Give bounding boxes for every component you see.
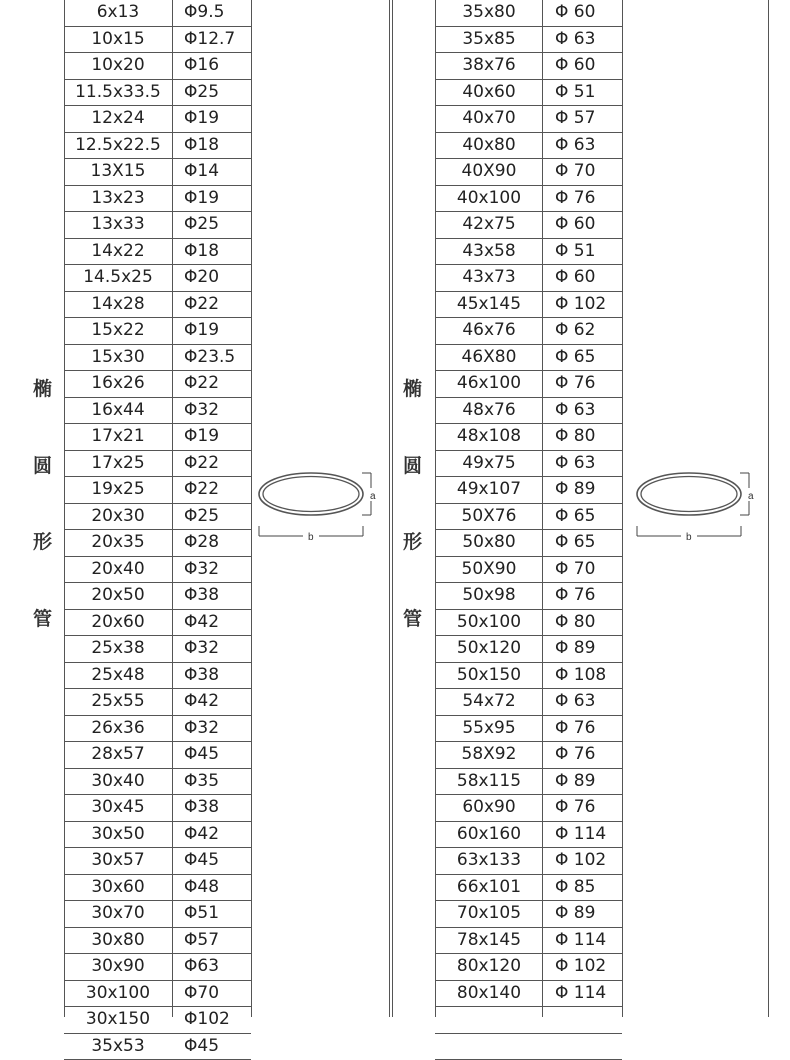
table-row	[435, 848, 622, 875]
table-row	[64, 424, 251, 451]
category-char: 管	[403, 610, 422, 629]
table-row	[435, 186, 622, 213]
table-row	[435, 795, 622, 822]
size-cell: 20x60	[64, 610, 172, 636]
size-cell: 50x150	[435, 663, 543, 689]
diameter-cell: Φ 80	[543, 610, 622, 636]
table-row	[64, 1007, 251, 1034]
table-row	[435, 292, 622, 319]
size-cell: 20x30	[64, 504, 172, 530]
table-row	[435, 265, 622, 292]
size-cell: 50x120	[435, 636, 543, 662]
size-cell: 26x36	[64, 716, 172, 742]
diameter-cell: Φ38	[172, 583, 251, 609]
oval-inner	[641, 477, 737, 512]
diameter-cell: Φ35	[172, 769, 251, 795]
table-row	[64, 610, 251, 637]
table-row	[64, 345, 251, 372]
diameter-cell: Φ 76	[543, 795, 622, 821]
diameter-cell: Φ 60	[543, 0, 622, 26]
size-cell: 78x145	[435, 928, 543, 954]
diameter-cell: Φ28	[172, 530, 251, 556]
table-row	[64, 0, 251, 27]
table-row	[435, 928, 622, 955]
table-row	[64, 530, 251, 557]
size-cell: 25x55	[64, 689, 172, 715]
oval-inner	[263, 477, 359, 512]
diameter-cell: Φ 60	[543, 212, 622, 238]
table-row	[64, 477, 251, 504]
table-row	[64, 159, 251, 186]
diameter-cell: Φ 76	[543, 742, 622, 768]
table-row	[64, 1034, 251, 1060]
table-row	[435, 583, 622, 610]
table-row	[64, 583, 251, 610]
size-cell: 30x57	[64, 848, 172, 874]
diameter-cell: Φ 70	[543, 159, 622, 185]
diameter-cell: Φ 89	[543, 636, 622, 662]
diameter-cell: Φ25	[172, 504, 251, 530]
table-row	[64, 742, 251, 769]
diameter-cell: Φ 63	[543, 451, 622, 477]
table-row	[435, 318, 622, 345]
size-cell: 16x26	[64, 371, 172, 397]
table-row	[64, 557, 251, 584]
category-char: 形	[33, 533, 52, 552]
table-row	[64, 371, 251, 398]
right-size-table	[435, 0, 622, 1060]
table-row	[435, 875, 622, 902]
left-right-line	[251, 0, 252, 1017]
diameter-cell: Φ19	[172, 106, 251, 132]
size-cell: 35x53	[64, 1034, 172, 1060]
size-cell: 10x15	[64, 27, 172, 53]
table-row	[64, 53, 251, 80]
diameter-cell: Φ38	[172, 663, 251, 689]
table-row	[64, 928, 251, 955]
size-cell	[435, 1034, 543, 1060]
size-cell: 58x115	[435, 769, 543, 795]
diameter-cell: Φ19	[172, 318, 251, 344]
table-row	[435, 769, 622, 796]
table-row	[64, 901, 251, 928]
table-row	[435, 504, 622, 531]
diameter-cell: Φ25	[172, 212, 251, 238]
size-cell: 58X92	[435, 742, 543, 768]
left-panel-edge	[389, 0, 390, 1017]
table-row	[435, 557, 622, 584]
size-cell: 30x60	[64, 875, 172, 901]
diameter-cell: Φ20	[172, 265, 251, 291]
table-row	[64, 239, 251, 266]
size-cell: 30x150	[64, 1007, 172, 1033]
diameter-cell: Φ12.7	[172, 27, 251, 53]
table-row	[435, 80, 622, 107]
table-row	[64, 451, 251, 478]
table-row	[435, 742, 622, 769]
table-row	[435, 716, 622, 743]
table-row	[64, 318, 251, 345]
dim-a-label: a	[370, 491, 376, 502]
table-row	[435, 1034, 622, 1060]
category-char: 形	[403, 533, 422, 552]
size-cell: 25x48	[64, 663, 172, 689]
table-row	[435, 212, 622, 239]
size-cell: 66x101	[435, 875, 543, 901]
size-cell: 10x20	[64, 53, 172, 79]
size-cell: 48x76	[435, 398, 543, 424]
right-panel-edge	[392, 0, 393, 1017]
table-row	[435, 477, 622, 504]
diameter-cell: Φ 63	[543, 398, 622, 424]
diameter-cell: Φ 51	[543, 239, 622, 265]
left-size-table	[64, 0, 251, 1060]
size-cell: 35x85	[435, 27, 543, 53]
size-cell: 20x50	[64, 583, 172, 609]
right-category-label	[403, 380, 425, 630]
size-cell: 12.5x22.5	[64, 133, 172, 159]
diameter-cell: Φ 60	[543, 53, 622, 79]
size-cell	[435, 1007, 543, 1033]
table-row	[435, 0, 622, 27]
table-row	[64, 133, 251, 160]
dim-b-label: b	[686, 532, 692, 543]
size-cell: 30x45	[64, 795, 172, 821]
size-cell: 49x75	[435, 451, 543, 477]
diameter-cell: Φ 85	[543, 875, 622, 901]
size-cell: 80x120	[435, 954, 543, 980]
size-cell: 19x25	[64, 477, 172, 503]
diameter-cell: Φ 102	[543, 954, 622, 980]
diameter-cell: Φ45	[172, 1034, 251, 1060]
left-category-label	[33, 380, 55, 630]
diameter-cell: Φ102	[172, 1007, 251, 1033]
size-cell: 35x80	[435, 0, 543, 26]
size-cell: 40x100	[435, 186, 543, 212]
table-row	[64, 663, 251, 690]
diameter-cell: Φ70	[172, 981, 251, 1007]
diameter-cell: Φ 102	[543, 292, 622, 318]
table-row	[435, 371, 622, 398]
diameter-cell: Φ 57	[543, 106, 622, 132]
table-row	[64, 636, 251, 663]
table-row	[64, 186, 251, 213]
size-cell: 30x80	[64, 928, 172, 954]
diameter-cell: Φ 89	[543, 477, 622, 503]
table-row	[435, 663, 622, 690]
diameter-cell	[543, 1007, 622, 1033]
size-cell: 30x40	[64, 769, 172, 795]
dim-a-label: a	[748, 491, 754, 502]
size-cell: 43x58	[435, 239, 543, 265]
table-row	[64, 504, 251, 531]
diameter-cell: Φ 63	[543, 689, 622, 715]
size-cell: 30x50	[64, 822, 172, 848]
table-row	[435, 901, 622, 928]
oval-outer	[637, 473, 741, 515]
size-cell: 13X15	[64, 159, 172, 185]
table-row	[64, 716, 251, 743]
oval-outer	[259, 473, 363, 515]
size-cell: 30x70	[64, 901, 172, 927]
table-row	[435, 424, 622, 451]
size-cell: 40x60	[435, 80, 543, 106]
diameter-cell: Φ32	[172, 398, 251, 424]
size-cell: 46X80	[435, 345, 543, 371]
diameter-cell: Φ 65	[543, 530, 622, 556]
size-cell: 55x95	[435, 716, 543, 742]
size-cell: 14x22	[64, 239, 172, 265]
diameter-cell: Φ22	[172, 292, 251, 318]
diameter-cell: Φ18	[172, 133, 251, 159]
right-right-line	[622, 0, 623, 1017]
diameter-cell: Φ48	[172, 875, 251, 901]
size-cell: 16x44	[64, 398, 172, 424]
table-row	[435, 954, 622, 981]
size-cell: 13x33	[64, 212, 172, 238]
diameter-cell: Φ22	[172, 477, 251, 503]
diameter-cell: Φ 63	[543, 27, 622, 53]
size-cell: 17x21	[64, 424, 172, 450]
diameter-cell: Φ 65	[543, 345, 622, 371]
diameter-cell: Φ 76	[543, 583, 622, 609]
size-cell: 60x160	[435, 822, 543, 848]
diameter-cell: Φ22	[172, 451, 251, 477]
diameter-cell: Φ 108	[543, 663, 622, 689]
size-cell: 50x100	[435, 610, 543, 636]
table-row	[435, 345, 622, 372]
table-row	[435, 530, 622, 557]
size-cell: 12x24	[64, 106, 172, 132]
size-cell: 40x80	[435, 133, 543, 159]
size-cell: 54x72	[435, 689, 543, 715]
size-cell: 15x30	[64, 345, 172, 371]
size-cell: 40X90	[435, 159, 543, 185]
size-cell: 50X90	[435, 557, 543, 583]
diameter-cell: Φ 51	[543, 80, 622, 106]
diameter-cell: Φ45	[172, 848, 251, 874]
table-row	[435, 636, 622, 663]
size-cell: 63x133	[435, 848, 543, 874]
size-cell: 50X76	[435, 504, 543, 530]
size-cell: 14.5x25	[64, 265, 172, 291]
size-cell: 60x90	[435, 795, 543, 821]
table-row	[435, 159, 622, 186]
diameter-cell: Φ 76	[543, 716, 622, 742]
diameter-cell: Φ 65	[543, 504, 622, 530]
diameter-cell: Φ32	[172, 716, 251, 742]
size-cell: 46x76	[435, 318, 543, 344]
table-row	[64, 398, 251, 425]
diameter-cell: Φ19	[172, 424, 251, 450]
diameter-cell: Φ45	[172, 742, 251, 768]
diameter-cell: Φ 114	[543, 928, 622, 954]
size-cell: 6x13	[64, 0, 172, 26]
diameter-cell: Φ14	[172, 159, 251, 185]
diameter-cell: Φ19	[172, 186, 251, 212]
category-char: 椭	[33, 380, 52, 399]
diameter-cell: Φ42	[172, 822, 251, 848]
table-row	[435, 451, 622, 478]
size-cell: 80x140	[435, 981, 543, 1007]
diameter-cell: Φ 114	[543, 981, 622, 1007]
size-cell: 49x107	[435, 477, 543, 503]
right-oval-tube-diagram	[634, 466, 762, 546]
size-cell: 20x40	[64, 557, 172, 583]
table-row	[435, 822, 622, 849]
diameter-cell: Φ23.5	[172, 345, 251, 371]
diameter-cell: Φ 80	[543, 424, 622, 450]
table-row	[435, 133, 622, 160]
size-cell: 43x73	[435, 265, 543, 291]
diameter-cell: Φ 76	[543, 186, 622, 212]
table-row	[64, 106, 251, 133]
size-cell: 11.5x33.5	[64, 80, 172, 106]
category-char: 圆	[33, 457, 52, 476]
size-cell: 70x105	[435, 901, 543, 927]
table-row	[435, 106, 622, 133]
table-row	[64, 875, 251, 902]
diameter-cell: Φ 76	[543, 371, 622, 397]
table-row	[64, 848, 251, 875]
category-char: 椭	[403, 380, 422, 399]
diameter-cell	[543, 1034, 622, 1060]
diameter-cell: Φ51	[172, 901, 251, 927]
size-cell: 28x57	[64, 742, 172, 768]
table-row	[64, 212, 251, 239]
size-cell: 14x28	[64, 292, 172, 318]
diameter-cell: Φ16	[172, 53, 251, 79]
table-row	[64, 292, 251, 319]
table-row	[435, 1007, 622, 1034]
table-row	[64, 27, 251, 54]
category-char: 圆	[403, 457, 422, 476]
diameter-cell: Φ 89	[543, 769, 622, 795]
diameter-cell: Φ32	[172, 557, 251, 583]
diameter-cell: Φ25	[172, 80, 251, 106]
size-cell: 40x70	[435, 106, 543, 132]
right-outer-edge	[768, 0, 769, 1017]
table-row	[64, 689, 251, 716]
size-cell: 42x75	[435, 212, 543, 238]
diameter-cell: Φ38	[172, 795, 251, 821]
size-cell: 46x100	[435, 371, 543, 397]
left-oval-tube-diagram	[256, 466, 384, 546]
diameter-cell: Φ42	[172, 610, 251, 636]
diameter-cell: Φ 63	[543, 133, 622, 159]
table-row	[435, 239, 622, 266]
diameter-cell: Φ 62	[543, 318, 622, 344]
diameter-cell: Φ32	[172, 636, 251, 662]
table-row	[435, 398, 622, 425]
size-cell: 20x35	[64, 530, 172, 556]
diameter-cell: Φ9.5	[172, 0, 251, 26]
diameter-cell: Φ 89	[543, 901, 622, 927]
table-row	[64, 769, 251, 796]
table-row	[64, 954, 251, 981]
size-cell: 30x100	[64, 981, 172, 1007]
size-cell: 15x22	[64, 318, 172, 344]
table-row	[64, 981, 251, 1008]
table-row	[435, 53, 622, 80]
diameter-cell: Φ57	[172, 928, 251, 954]
size-cell: 17x25	[64, 451, 172, 477]
size-cell: 50x98	[435, 583, 543, 609]
table-row	[64, 80, 251, 107]
diameter-cell: Φ 70	[543, 557, 622, 583]
size-cell: 45x145	[435, 292, 543, 318]
diameter-cell: Φ 102	[543, 848, 622, 874]
size-cell: 13x23	[64, 186, 172, 212]
table-row	[64, 795, 251, 822]
table-row	[435, 689, 622, 716]
diameter-cell: Φ22	[172, 371, 251, 397]
diameter-cell: Φ 114	[543, 822, 622, 848]
diameter-cell: Φ63	[172, 954, 251, 980]
diameter-cell: Φ 60	[543, 265, 622, 291]
size-cell: 30x90	[64, 954, 172, 980]
size-cell: 48x108	[435, 424, 543, 450]
size-cell: 50x80	[435, 530, 543, 556]
diameter-cell: Φ18	[172, 239, 251, 265]
table-row	[64, 822, 251, 849]
dim-b-label: b	[308, 532, 314, 543]
table-row	[435, 610, 622, 637]
table-row	[64, 265, 251, 292]
table-row	[435, 27, 622, 54]
category-char: 管	[33, 610, 52, 629]
diameter-cell: Φ42	[172, 689, 251, 715]
size-cell: 25x38	[64, 636, 172, 662]
table-row	[435, 981, 622, 1008]
size-cell: 38x76	[435, 53, 543, 79]
